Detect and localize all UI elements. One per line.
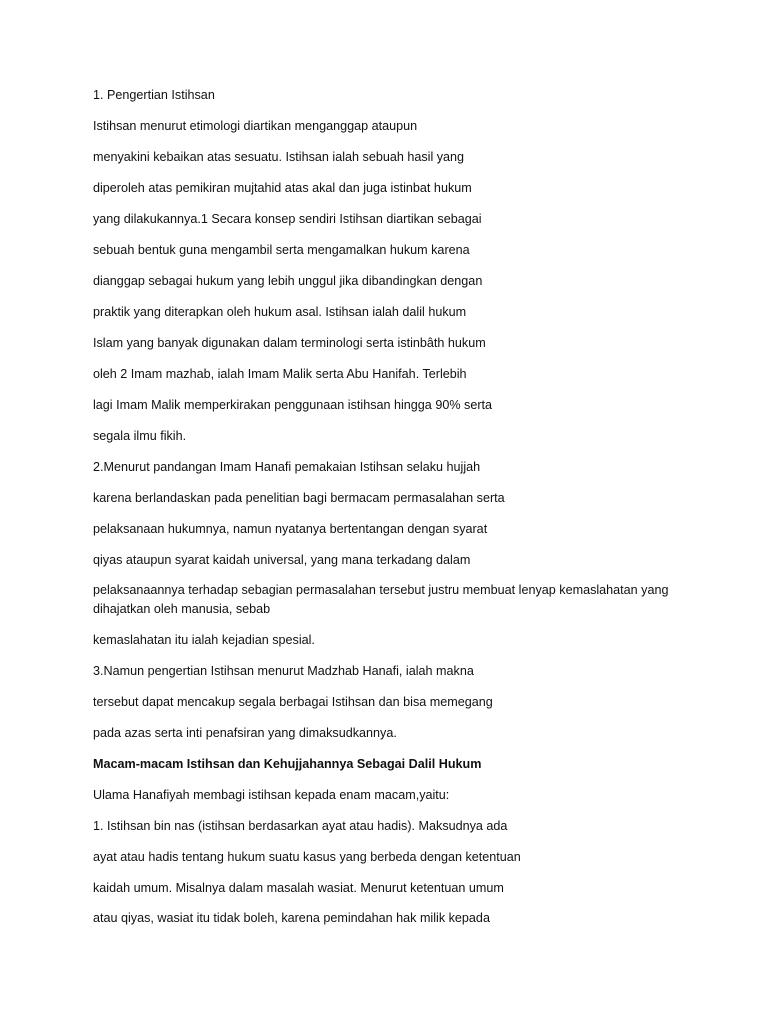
bold-heading: Macam-macam Istihsan dan Kehujjahannya Sebagai Dalil Hukum [93,757,482,771]
paragraph-line: atau qiyas, wasiat itu tidak boleh, karena pemindahan hak milik kepada [93,911,490,925]
paragraph-line: pelaksanaan hukumnya, namun nyatanya bertentangan dengan syarat [93,522,488,536]
paragraph-line: segala ilmu fikih. [93,429,187,443]
paragraph-line: 3.Namun pengertian Istihsan menurut Madzhab Hanafi, ialah makna [93,664,474,678]
paragraph-line: menyakini kebaikan atas sesuatu. Istihsan ialah sebuah hasil yang [93,150,465,164]
paragraph-line: pada azas serta inti penafsiran yang dimaksudkannya. [93,726,397,740]
paragraph-line: qiyas ataupun syarat kaidah universal, yang mana terkadang dalam [93,553,471,567]
paragraph-line: 1. Istihsan bin nas (istihsan berdasarkan ayat atau hadis). Maksudnya ada [93,819,508,833]
paragraph-line: sebuah bentuk guna mengambil serta mengamalkan hukum karena [93,243,470,257]
paragraph-line: karena berlandaskan pada penelitian bagi bermacam permasalahan serta [93,491,505,505]
paragraph-line: tersebut dapat mencakup segala berbagai Istihsan dan bisa memegang [93,695,493,709]
paragraph-line: Ulama Hanafiyah membagi istihsan kepada enam macam,yaitu: [93,788,450,802]
paragraph-line: 2.Menurut pandangan Imam Hanafi pemakaian Istihsan selaku hujjah [93,460,481,474]
paragraph-line: ayat atau hadis tentang hukum suatu kasus yang berbeda dengan ketentuan [93,850,521,864]
paragraph-line: lagi Imam Malik memperkirakan penggunaan istihsan hingga 90% serta [93,398,493,412]
paragraph-line: diperoleh atas pemikiran mujtahid atas akal dan juga istinbat hukum [93,181,472,195]
paragraph-line: kemaslahatan itu ialah kejadian spesial. [93,633,315,647]
paragraph-line: kaidah umum. Misalnya dalam masalah wasiat. Menurut ketentuan umum [93,881,504,895]
section-heading: 1. Pengertian Istihsan [93,88,215,102]
paragraph-line: yang dilakukannya.1 Secara konsep sendiri Istihsan diartikan sebagai [93,212,482,226]
paragraph-line: oleh 2 Imam mazhab, ialah Imam Malik serta Abu Hanifah. Terlebih [93,367,467,381]
paragraph-wrapped: pelaksanaannya terhadap sebagian permasalahan tersebut justru membuat lenyap kemaslahatan yang dihajatkan oleh manusia, sebab [93,583,669,616]
paragraph-line: Islam yang banyak digunakan dalam terminologi serta istinbâth hukum [93,336,486,350]
paragraph-line: Istihsan menurut etimologi diartikan menganggap ataupun [93,119,418,133]
paragraph-line: praktik yang diterapkan oleh hukum asal. Istihsan ialah dalil hukum [93,305,467,319]
paragraph-line: dianggap sebagai hukum yang lebih unggul jika dibandingkan dengan [93,274,483,288]
